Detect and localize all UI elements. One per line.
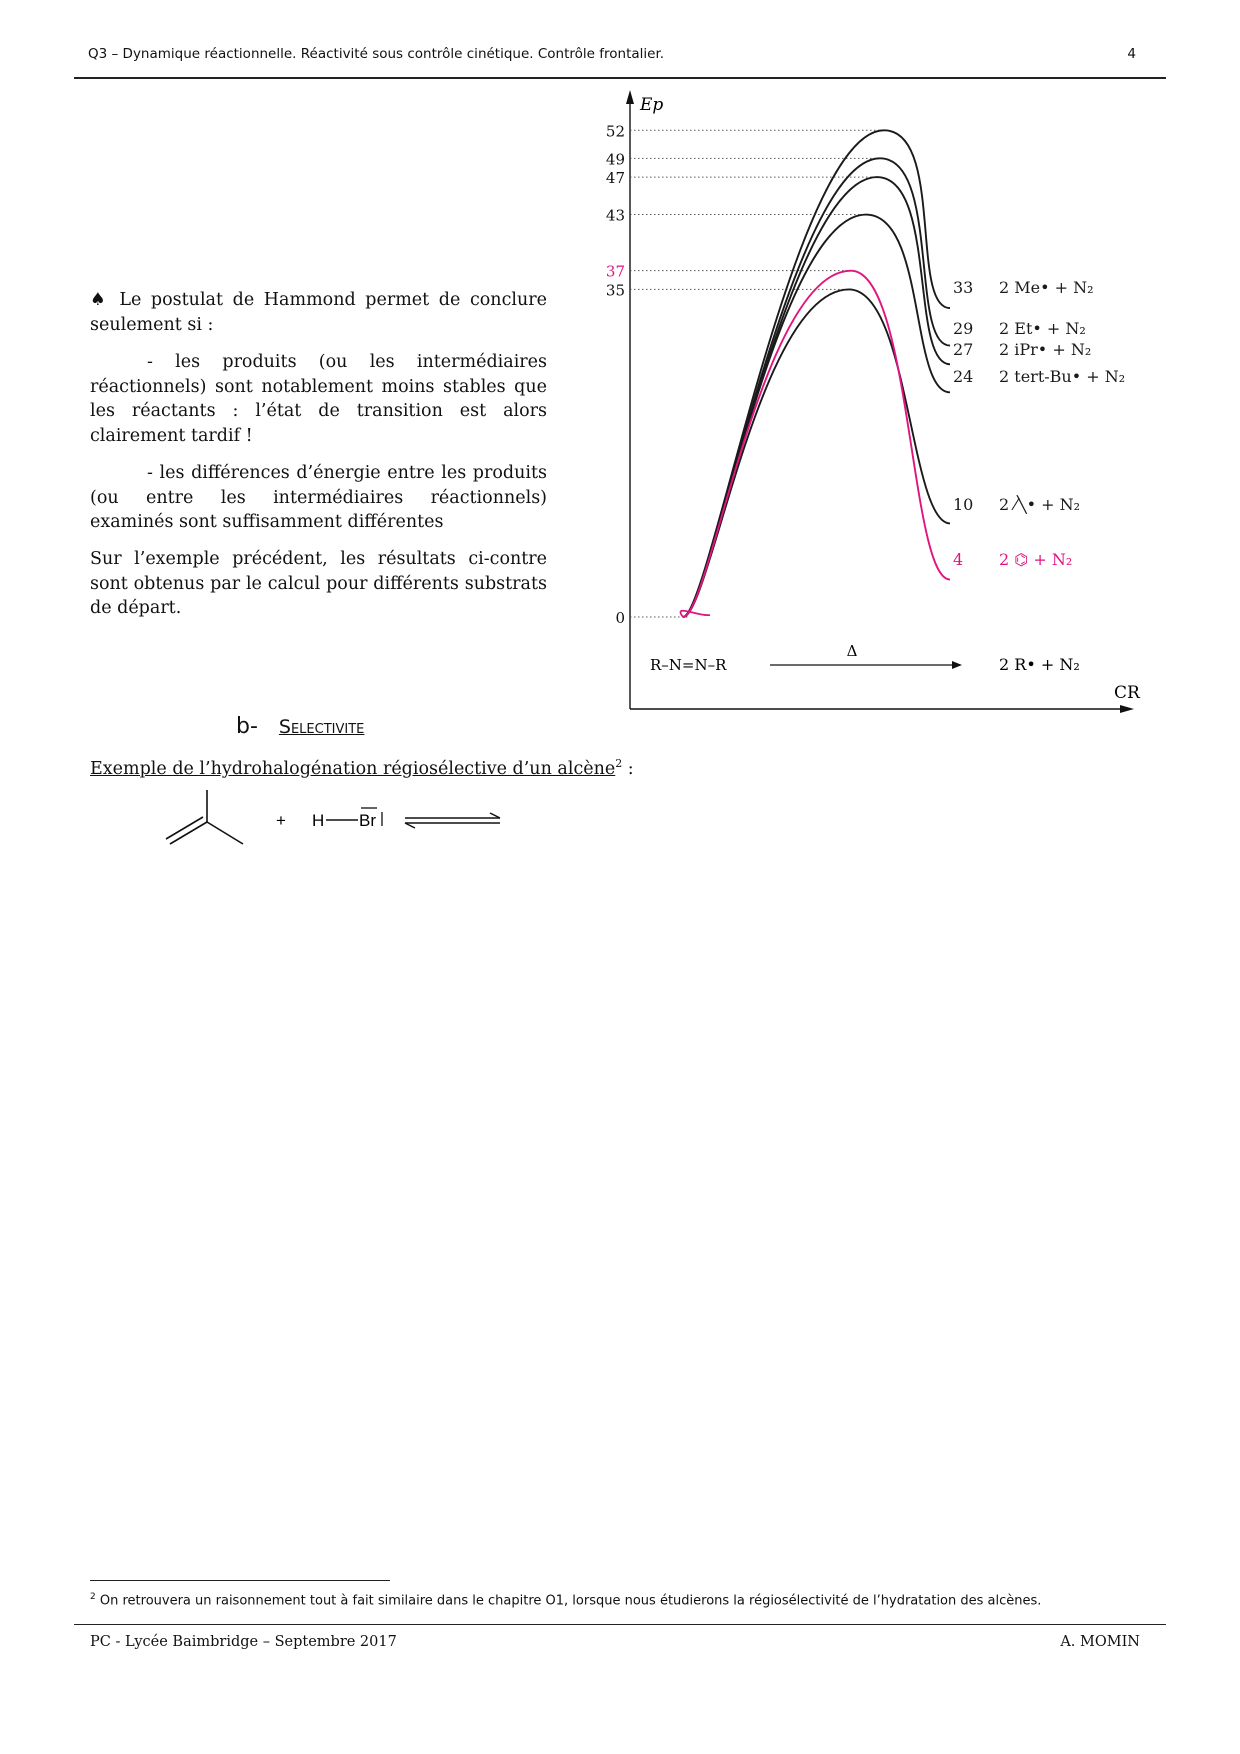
footer-author: A. MOMIN — [1060, 1634, 1140, 1650]
equilibrium-arrows — [405, 813, 500, 828]
y-axis-arrow — [626, 90, 634, 104]
page-number: 4 — [1127, 46, 1136, 62]
example-suffix: : — [622, 758, 634, 779]
y-tick-label: 52 — [605, 122, 625, 141]
footnote-number: 2 — [90, 1592, 96, 1602]
hydrogen-atom: H — [312, 811, 325, 830]
example-text: Exemple de l’hydrohalogénation régiosélective d’un alcène — [90, 758, 616, 779]
heat-symbol: Δ — [846, 642, 858, 660]
curve-product-energy: 29 — [953, 319, 974, 338]
example-line — [90, 757, 634, 779]
curve-product-label: 2 ⌬ + N₂ — [999, 550, 1073, 569]
y-tick-label: 37 — [605, 262, 625, 281]
plus-sign: + — [276, 811, 286, 830]
curve-product-label: 2 tert-Bu• + N₂ — [999, 367, 1126, 386]
footnote-rule — [90, 1580, 390, 1581]
curve-product-energy: 24 — [953, 367, 974, 386]
reaction-scheme — [160, 788, 520, 858]
energy-curve — [683, 271, 950, 617]
header-title: Q3 – Dynamique réactionnelle. Réactivité sous contrôle cinétique. Contrôle frontalier. — [88, 46, 665, 62]
bromine-atom: Br — [359, 811, 376, 830]
conclusion-text: Sur l’exemple précédent, les résultats ci-contre sont obtenus par le calcul pour différents substrats de départ. — [90, 549, 547, 618]
y-axis-label: Ep — [640, 95, 664, 115]
condition-1: - les produits (ou les intermédiaires réactionnels) sont notablement moins stables que les réactants : l’état de transition est alors clairement tardif ! — [90, 352, 547, 446]
energy-curve — [683, 130, 950, 617]
y-tick-label: 0 — [615, 609, 625, 627]
energy-profile-chart — [0, 0, 1240, 760]
energy-curve — [683, 158, 950, 617]
footnote-text: On retrouvera un raisonnement tout à fait similaire dans le chapitre O1, lorsque nous étudierons la régiosélectivité de l’hydratation des alcènes. — [99, 1593, 1042, 1609]
footnote — [90, 1592, 1041, 1608]
spade-icon: ♠ — [90, 290, 110, 310]
y-tick-label: 43 — [605, 206, 625, 225]
curve-product-energy: 33 — [953, 278, 974, 297]
reaction-arrowhead — [952, 661, 962, 669]
x-axis-label: CR — [1114, 683, 1140, 703]
page-footer — [90, 1634, 1140, 1650]
energy-curve — [683, 177, 950, 617]
azo-reactant: R–N=N–R — [650, 656, 727, 674]
curve-product-label: 2 ⁄╲• + N₂ — [999, 495, 1080, 514]
curve-product-energy: 10 — [953, 495, 974, 514]
isobutene-structure — [166, 790, 243, 844]
y-tick-label: 49 — [605, 150, 625, 169]
curve-product-label: 2 iPr• + N₂ — [999, 340, 1092, 359]
condition-2: - les différences d’énergie entre les produits (ou entre les intermédiaires réactionnels) examinés sont suffisamment différentes — [90, 463, 547, 532]
x-axis-arrow — [1120, 705, 1134, 713]
section-number: b- — [236, 714, 258, 739]
curve-product-energy: 27 — [953, 340, 974, 359]
footer-left: PC - Lycée Baimbridge – Septembre 2017 — [90, 1634, 397, 1650]
curve-product-label: 2 Et• + N₂ — [999, 319, 1086, 338]
section-title: Selectivite — [278, 716, 365, 738]
curve-product-label: 2 Me• + N₂ — [999, 278, 1094, 297]
footer-rule — [74, 1624, 1166, 1625]
energy-curve — [683, 289, 950, 617]
y-tick-label: 47 — [605, 169, 625, 188]
intro-text: Le postulat de Hammond permet de conclure seulement si : — [90, 290, 547, 335]
footnote-ref: 2 — [615, 757, 623, 770]
y-tick-label: 35 — [605, 281, 625, 300]
reaction-product: 2 R• + N₂ — [999, 655, 1080, 674]
curve-product-energy: 4 — [953, 550, 964, 569]
